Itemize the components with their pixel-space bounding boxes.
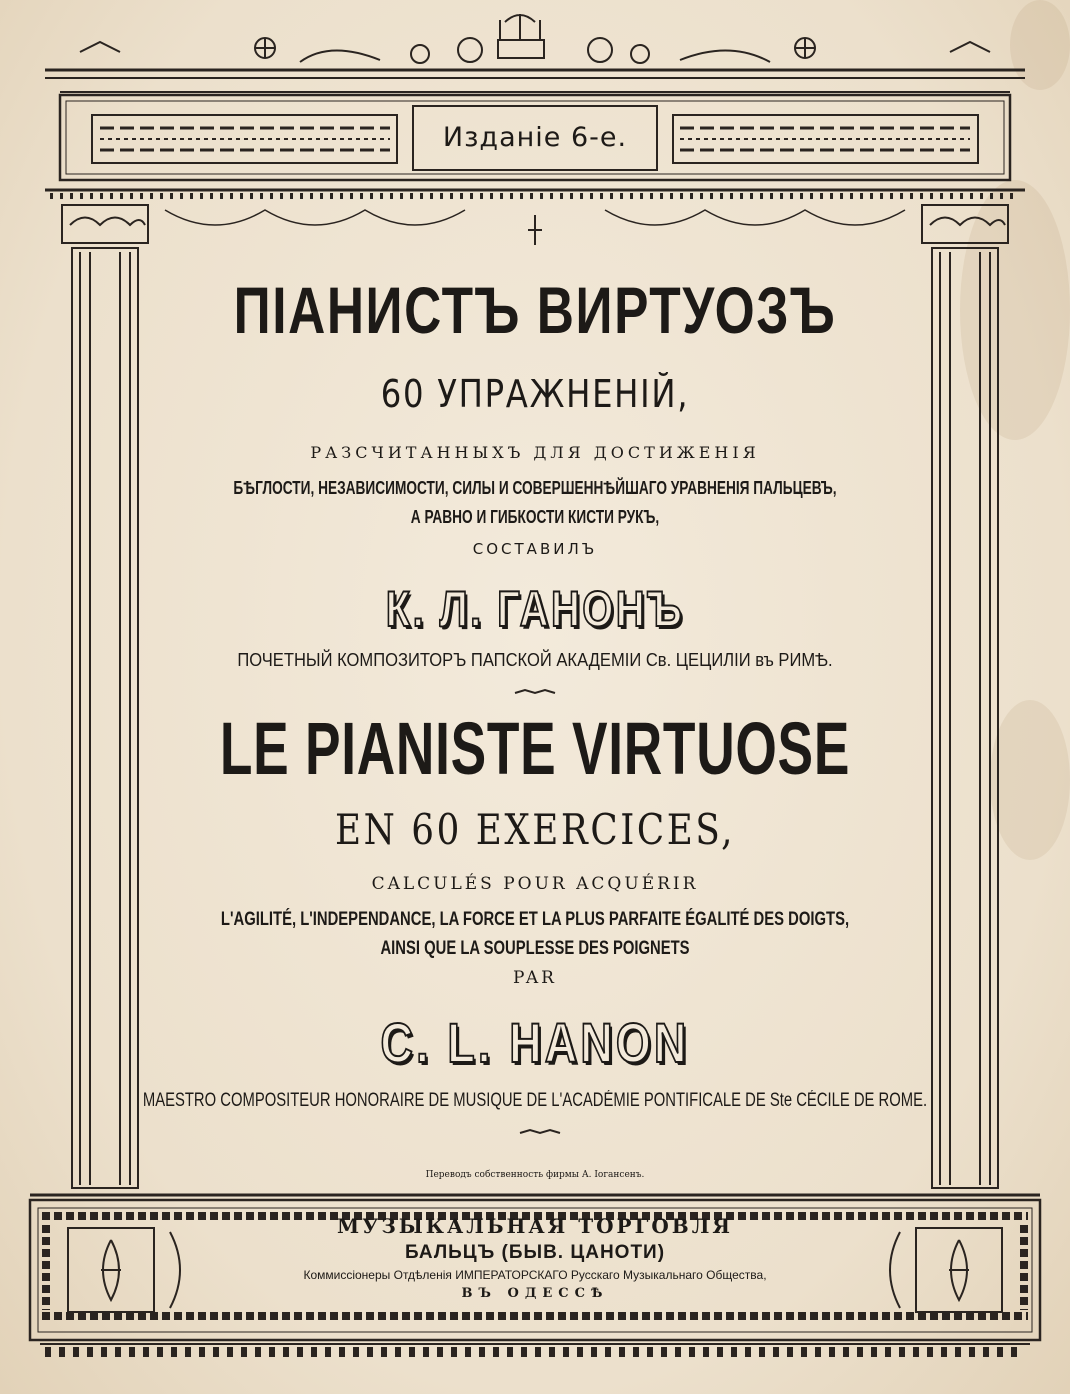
russian-title: ПІАНИСТЪ ВИРТУОЗЪ xyxy=(233,273,837,347)
russian-author-title: ПОЧЕТНЫЙ КОМПОЗИТОРЪ ПАПСКОЙ АКАДЕМІИ Св. ЦЕЦИЛІИ въ РИМѢ. xyxy=(237,650,833,670)
russian-purpose: РАЗСЧИТАННЫХЪ ДЛЯ ДОСТИЖЕНІЯ xyxy=(310,443,760,462)
russian-subtitle: 60 УПРАЖНЕНІЙ, xyxy=(380,372,690,416)
russian-author: К. Л. ГАНОНЪ xyxy=(385,581,685,637)
french-author-title: MAESTRO COMPOSITEUR HONORAIRE DE MUSIQUE DE L'ACADÉMIE PONTIFICALE DE Ste CÉCILE DE ROME. xyxy=(142,1090,928,1111)
french-author: C. L. HANON xyxy=(380,1011,690,1074)
french-goals-line2: AINSI QUE LA SOUPLESSE DES POIGNETS xyxy=(380,938,690,959)
french-subtitle: EN 60 EXERCICES, xyxy=(335,805,735,854)
rights-note: Переводъ собственность фирмы А. Іогансенъ. xyxy=(425,1170,645,1180)
russian-goals-line2: А РАВНО И ГИБКОСТИ КИСТИ РУКЪ, xyxy=(410,507,660,527)
top-crest-ornament xyxy=(80,14,990,63)
publisher-agents: Коммиссіонеры Отдѣленія ИМПЕРАТОРСКАГО Русскаго Музыкальнаго Общества, xyxy=(303,1268,767,1282)
publisher-city: ВЪ ОДЕССѢ xyxy=(461,1286,609,1301)
edition-label: Изданіе 6-е. xyxy=(442,121,628,153)
russian-goals-line1: БѢГЛОСТИ, НЕЗАВИСИМОСТИ, СИЛЫ И СОВЕРШЕННѢЙШАГО УРАВНЕНІЯ ПАЛЬЦЕВЪ, xyxy=(233,478,837,498)
publisher-name: МУЗЫКАЛЬНАЯ ТОРГОВЛЯ xyxy=(336,1214,734,1238)
russian-compiled-by: СОСТАВИЛЪ xyxy=(472,540,598,558)
french-purpose: CALCULÉS POUR ACQUÉRIR xyxy=(371,874,699,894)
publisher-firm: БАЛЬЦЪ (БЫВ. ЦАНОТИ) xyxy=(404,1242,666,1263)
french-by: PAR xyxy=(513,968,557,988)
french-goals-line1: L'AGILITÉ, L'INDEPENDANCE, LA FORCE ET LA PLUS PARFAITE ÉGALITÉ DES DOIGTS, xyxy=(220,909,850,930)
french-title: LE PIANISTE VIRTUOSE xyxy=(219,707,851,790)
